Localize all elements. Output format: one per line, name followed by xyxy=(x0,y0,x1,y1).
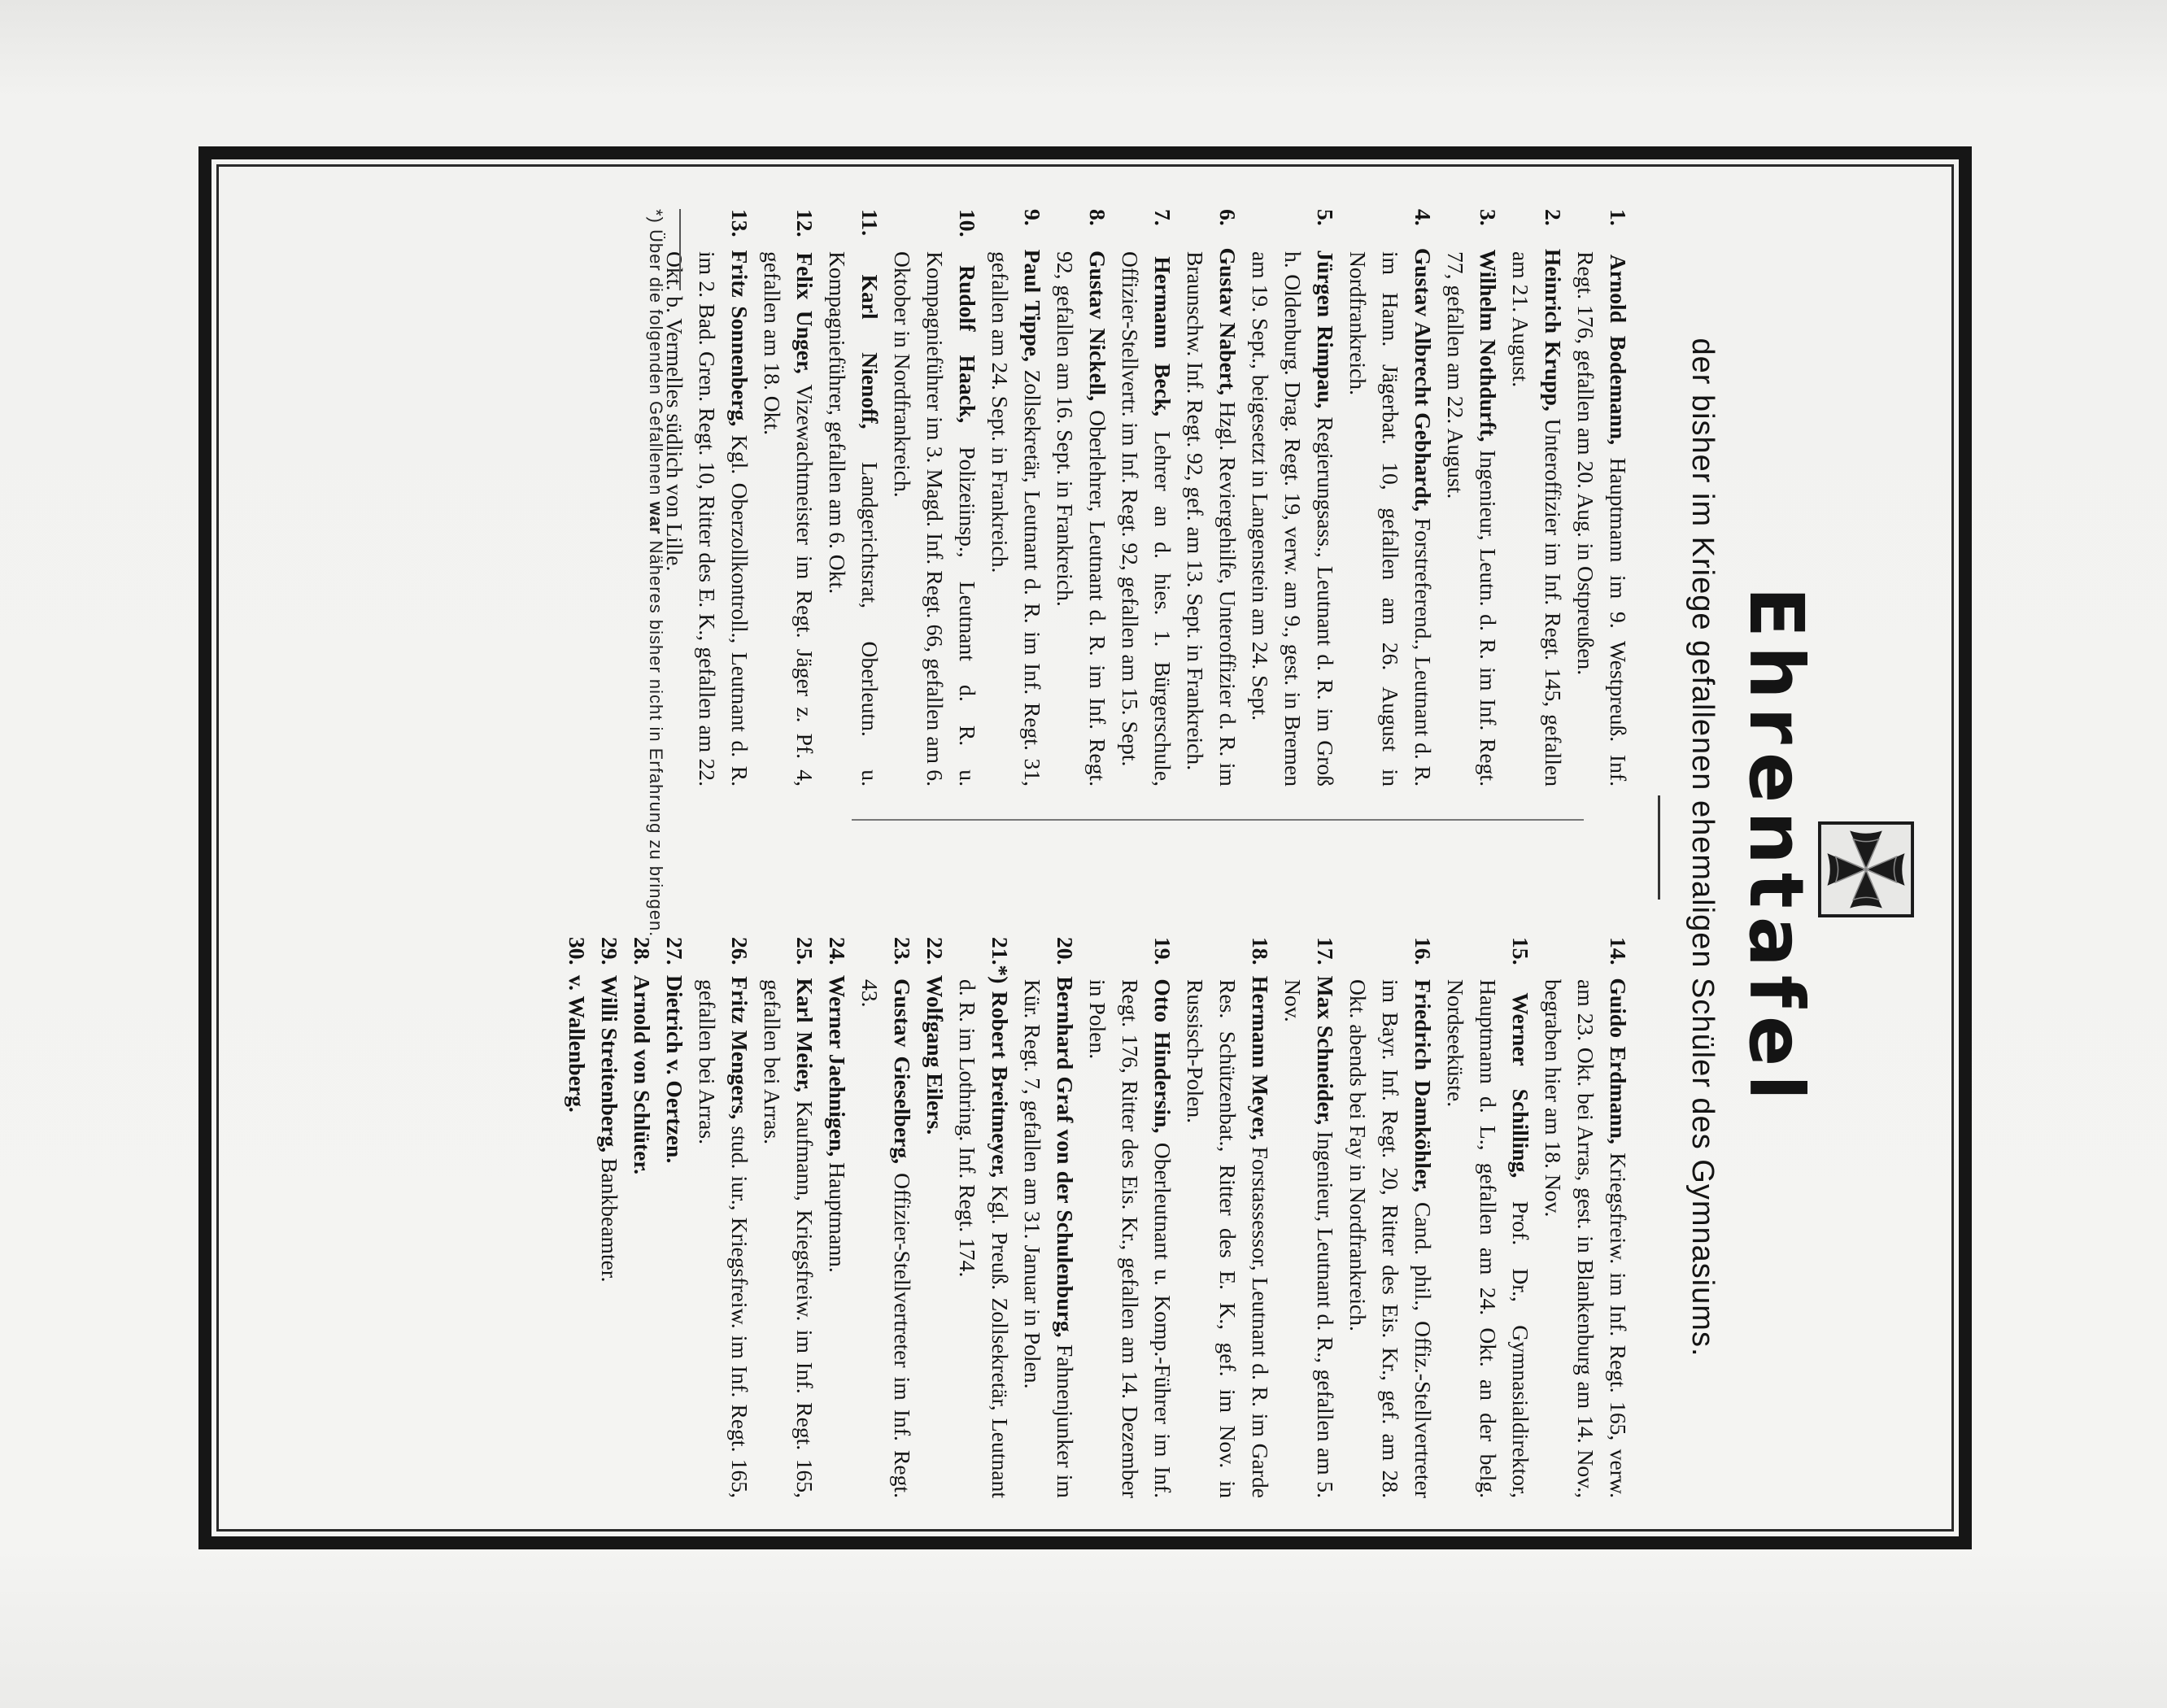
entry-number: 7. xyxy=(1150,209,1175,226)
entry-name: Guido Erdmann, xyxy=(1606,978,1631,1144)
entry-number: 25. xyxy=(792,937,818,965)
entry-details: Hauptmann. xyxy=(825,1157,850,1273)
entry-details: Unteroffizier im Inf. Regt. 145, gefallen am 21. August. xyxy=(1508,251,1566,787)
list-item xyxy=(853,937,918,1498)
rotated-page xyxy=(217,176,1950,1518)
entry-number: 5. xyxy=(1313,209,1338,226)
list-item xyxy=(1341,209,1439,786)
entry-name: Gustav Gieselberg, xyxy=(890,978,915,1165)
entry-number: 23. xyxy=(890,937,915,965)
list-item xyxy=(918,937,951,1498)
entry-details: Prof. Dr., Gymnasialdirektor, Hauptmann d. L., gefallen am 24. Okt. an der belg. Nordseeküste. xyxy=(1443,979,1533,1498)
entry-number: 11. xyxy=(857,209,883,236)
entry-name: Wilhelm Nothdurft, xyxy=(1476,249,1501,442)
entry-name: Hermann Meyer, xyxy=(1248,975,1273,1140)
list-item xyxy=(756,937,821,1498)
entry-name: Dietrich v. Oertzen. xyxy=(662,974,687,1164)
list-item xyxy=(1439,937,1537,1498)
title-divider xyxy=(1658,795,1660,900)
list-item xyxy=(983,209,1049,786)
list-item xyxy=(756,209,821,786)
entry-number: 4. xyxy=(1411,209,1436,226)
entry-name: Felix Unger, xyxy=(792,252,818,374)
list-item xyxy=(658,209,756,786)
list-item xyxy=(886,209,983,786)
entry-number: 22. xyxy=(922,937,948,965)
list-item xyxy=(1179,937,1276,1498)
entry-details: Cand. phil., Offiz.-Stellvertreter im Bayr. Inf. Regt. 20, Ritter des Eis. Kr., gef. am 28. Okt. abends bei Fay in Nordfrankreich. xyxy=(1345,979,1436,1498)
entry-details: Kaufmann, Kriegsfreiw. im Inf. Regt. 165, gefallen bei Arras. xyxy=(760,979,818,1498)
entry-name: Paul Tippe, xyxy=(1020,249,1045,362)
entry-number: 6. xyxy=(1215,209,1240,226)
entry-details: Forstassessor, Leutnant d. R. im Garde Res. Schützenbat., Ritter des E. K., gef. im Nov. in Russisch-Polen. xyxy=(1183,979,1273,1499)
entry-name: Fritz Mengers, xyxy=(727,976,752,1120)
entry-details: Regierungsass., Leutnant d. R. im Groß h. Oldenburg. Drag. Regt. 19, verw. am 9., gest. in Bremen am 19. Sept., beigesetzt in Langenstein am 24. Sept. xyxy=(1248,251,1338,786)
entry-name: Bernhard Graf von der Schulenburg, xyxy=(1053,976,1078,1338)
entry-name: Robert Breitmeyer, xyxy=(988,991,1013,1179)
list-item xyxy=(1341,937,1439,1498)
iron-cross-icon xyxy=(1818,821,1914,917)
entry-number: 14. xyxy=(1606,937,1631,965)
entry-name: Karl Nienoff, xyxy=(857,274,883,429)
entry-details: Kgl. Oberzollkontroll., Leutnant d. R. im 2. Bad. Gren. Regt. 10, Ritter des E. K., gefallen am 22. Okt. b. Vermelles südlich von Lille. xyxy=(662,251,752,786)
entry-name: Hermann Beck, xyxy=(1150,256,1175,416)
entry-details: Oberleutnant u. Komp.-Führer im Inf. Regt. 176, Ritter des Eis. Kr., gefallen am 14. Dezember in Polen. xyxy=(1085,979,1175,1498)
page-subtitle: der bisher im Kriege gefallenen ehemaligen Schüler des Gymnasiums. xyxy=(1685,338,1720,1357)
entry-number: 1. xyxy=(1606,209,1631,226)
entry-number: 17. xyxy=(1313,937,1338,965)
entry-number: 13. xyxy=(727,209,752,237)
entry-name: v. Wallenberg. xyxy=(565,974,590,1113)
entry-name: Arnold Bodemann, xyxy=(1606,254,1631,445)
entry-details: Zollsekretär, Leutnant d. R. im Inf. Regt. 31, gefallen am 24. Sept. in Frankreich. xyxy=(988,251,1045,786)
entry-name: Willi Streitenberg, xyxy=(597,974,622,1153)
entry-name: Friedrich Damköhler, xyxy=(1411,979,1436,1192)
list-item xyxy=(1179,209,1244,786)
entry-number: 2. xyxy=(1541,209,1566,226)
entry-name: Max Schneider, xyxy=(1313,975,1338,1126)
entry-name: Fritz Sonnenberg, xyxy=(727,250,752,427)
entry-number: 15. xyxy=(1508,937,1533,965)
entry-name: Werner Schilling, xyxy=(1508,992,1533,1179)
entry-details: Ingenieur, Leutn. d. R. im Inf. Regt. 77, gefallen am 22. August. xyxy=(1443,251,1501,786)
column-divider xyxy=(852,819,1584,821)
footnote-text-end: Näheres bisher nicht in Erfahrung zu bringen. xyxy=(646,534,666,938)
footnote-text-bold: war xyxy=(646,501,666,535)
list-item xyxy=(821,937,853,1498)
entry-details: Hauptmann im 9. Westpreuß. Inf. Regt. 176, gefallen am 20. Aug. in Ostpreußen. xyxy=(1573,251,1631,786)
entry-number: 20. xyxy=(1053,937,1078,965)
entry-name: Werner Jaehnigen, xyxy=(825,974,850,1157)
list-item xyxy=(1439,209,1504,786)
list-item xyxy=(1504,209,1569,786)
list-item xyxy=(821,209,886,786)
right-column xyxy=(560,937,1634,1498)
entry-number: 12. xyxy=(792,209,818,237)
entry-number: 19. xyxy=(1150,937,1175,965)
entry-details: Polizeiinsp., Leutnant d. R. u. Kompagnieführer im 3. Magd. Inf. Regt. 66, gefallen am 6. Oktober in Nordfrankreich. xyxy=(890,251,980,786)
entry-name: Arnold von Schlüter. xyxy=(630,974,655,1174)
entry-details: stud. iur., Kriegsfreiw. im Inf. Regt. 165, gefallen bei Arras. xyxy=(695,979,752,1499)
entry-name: Otto Hindersin, xyxy=(1150,978,1175,1134)
list-item xyxy=(1114,209,1179,786)
list-item xyxy=(560,937,593,1498)
entry-name: Karl Meier, xyxy=(792,978,818,1093)
entry-number: 24. xyxy=(825,937,850,965)
list-item xyxy=(593,937,626,1498)
entry-details: Fahnenjunker im Kür. Regt. 7, gefallen am 31. Januar in Polen. xyxy=(1020,979,1078,1498)
entry-details: Vizewachtmeister im Regt. Jäger z. Pf. 4, gefallen am 18. Okt. xyxy=(760,251,818,787)
entry-details: Landgerichtsrat, Oberleutn. u. Kompagnieführer, gefallen am 6. Okt. xyxy=(825,251,883,786)
entry-name: Gustav Nabert, xyxy=(1215,247,1240,396)
entry-number: 9. xyxy=(1020,209,1045,226)
page-title: Ehrentafel xyxy=(1733,586,1820,1109)
entry-name: Heinrich Krupp, xyxy=(1541,248,1566,412)
entry-details: Ingenieur, Leutnant d. R., gefallen am 5. Nov. xyxy=(1280,979,1338,1498)
entry-details: Forstreferend., Leutnant d. R. im Hann. Jägerbat. 10, gefallen am 26. August in Nordfrankreich. xyxy=(1345,251,1436,786)
entry-details: Lehrer an d. hies. 1. Bürgerschule, Offizier-Stellvertr. im Inf. Regt. 92, gefallen am 15. Sept. xyxy=(1118,251,1175,786)
entry-name: Gustav Nickell, xyxy=(1085,251,1110,402)
entry-name: Rudolf Haack, xyxy=(955,265,980,424)
list-item xyxy=(1537,937,1634,1498)
list-item xyxy=(1276,937,1341,1498)
entry-details: Offizier-Stellvertreter im Inf. Regt. 43. xyxy=(857,979,915,1498)
entry-details: Bankbeamter. xyxy=(597,1152,622,1283)
footnote-text-start: *) Über die folgenden Gefallenen xyxy=(646,209,666,502)
list-item xyxy=(1244,209,1341,786)
page-content xyxy=(217,176,1950,1518)
entry-name: Gustav Albrecht Gebhardt, xyxy=(1411,247,1436,512)
entry-number: 8. xyxy=(1085,209,1110,226)
entry-details: Kgl. Preuß. Zollsekretär, Leutnant d. R. im Lothring. Inf. Regt. 174. xyxy=(955,979,1013,1498)
list-item xyxy=(1081,937,1179,1498)
entry-number: 16. xyxy=(1411,937,1436,965)
entry-details: Oberlehrer, Leutnant d. R. im Inf. Regt. 92, gefallen am 16. Sept. in Frankreich. xyxy=(1053,251,1110,786)
footnote xyxy=(645,209,666,1429)
left-column xyxy=(658,209,1634,786)
list-item xyxy=(951,937,1016,1498)
entry-number: 3. xyxy=(1476,209,1501,226)
entry-name: Wolfgang Eilers. xyxy=(922,974,948,1135)
list-item xyxy=(691,937,756,1498)
entry-details: Kriegsfreiw. im Inf. Regt. 165, verw. am 23. Okt. bei Arras, gest. in Blankenburg am 14. Nov., begraben hier am 18. Nov. xyxy=(1541,979,1631,1499)
entry-details: Hzgl. Reviergehilfe, Unteroffizier d. R. im Braunschw. Inf. Regt. 92, gef. am 13. Sept. in Frankreich. xyxy=(1183,251,1240,786)
entry-number: 27. xyxy=(662,937,687,965)
entry-number: 10. xyxy=(955,209,980,237)
footnote-rule xyxy=(679,209,681,290)
entry-number: 29. xyxy=(597,937,622,965)
entry-number: 18. xyxy=(1248,937,1273,965)
entry-number: 28. xyxy=(630,937,655,965)
list-item xyxy=(1049,209,1114,786)
entry-name: Jürgen Rimpau, xyxy=(1313,250,1338,409)
entry-number: 30. xyxy=(565,937,590,965)
list-item xyxy=(1016,937,1081,1498)
entry-number: 21.*) xyxy=(988,937,1013,984)
list-item xyxy=(1569,209,1634,786)
entry-number: 26. xyxy=(727,937,752,965)
